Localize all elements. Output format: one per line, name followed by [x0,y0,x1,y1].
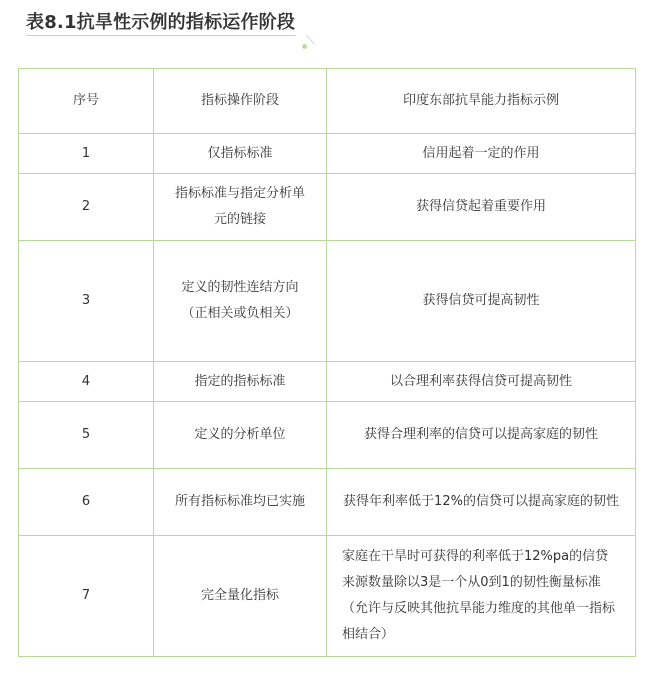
cell-number: 1 [19,134,154,174]
cell-stage [154,134,327,174]
cell-stage [154,536,327,657]
cell-stage [154,362,327,402]
cell-number: 4 [19,362,154,402]
table-row [19,362,636,402]
cell-example-text: 获得年利率低于12%的信贷可以提高家庭的韧性 [343,494,619,509]
title-dot [302,44,307,49]
cell-example [327,174,636,241]
table-row [19,536,636,657]
header-cell-number: 序号 [19,69,154,134]
table-row [19,134,636,174]
cell-stage-text: 所有指标标准均已实施 [174,494,305,509]
cell-stage [154,174,327,241]
table-row [19,469,636,536]
cell-stage-text: 仅指标标准 [207,145,273,161]
title-block [26,2,316,56]
table-header-row [19,69,636,134]
cell-stage [154,469,327,536]
cell-number: 3 [19,241,154,362]
cell-number: 7 [19,536,154,657]
cell-example-text: 获得信贷起着重要作用 [415,199,546,214]
cell-example [327,362,636,402]
cell-stage-note: （正相关或负相关） [181,306,299,321]
cell-stage-text: 定义的韧性连结方向 [181,280,299,295]
cell-stage-text: 指标标准与指定分析单元的链接 [174,186,305,227]
table-row [19,241,636,362]
cell-example [327,241,636,362]
table-row [19,174,636,241]
cell-stage-text: 定义的分析单位 [194,427,286,442]
header-cell-example: 印度东部抗旱能力指标示例 [327,69,636,134]
cell-example-text: 信用起着一定的作用 [422,145,540,161]
cell-example [327,536,636,657]
cell-number: 5 [19,402,154,469]
title-underline [26,35,296,36]
indicator-table [18,68,636,657]
cell-example [327,469,636,536]
cell-example-text: 以合理利率获得信贷可提高韧性 [389,373,572,389]
cell-stage-text: 完全量化指标 [200,588,279,603]
cell-stage [154,241,327,362]
header-cell-stage: 指标操作阶段 [154,69,327,134]
cell-example-text: 获得合理利率的信贷可以提高家庭的韧性 [363,427,598,442]
cell-stage [154,402,327,469]
cell-number: 6 [19,469,154,536]
table-row [19,402,636,469]
cell-example [327,134,636,174]
cell-example [327,402,636,469]
cell-example-text: 家庭在干旱时可获得的利率低于12%pa的信贷来源数量除以3是一个从0到1的韧性衡量标准（允许与反映其他抗旱能力维度的其他单一指标相结合） [342,549,616,642]
cell-number: 2 [19,174,154,241]
cell-stage-text: 指定的指标标准 [194,373,286,389]
cell-example-text: 获得信贷可提高韧性 [422,293,540,308]
table-title: 表8.1抗旱性示例的指标运作阶段 [26,12,296,33]
